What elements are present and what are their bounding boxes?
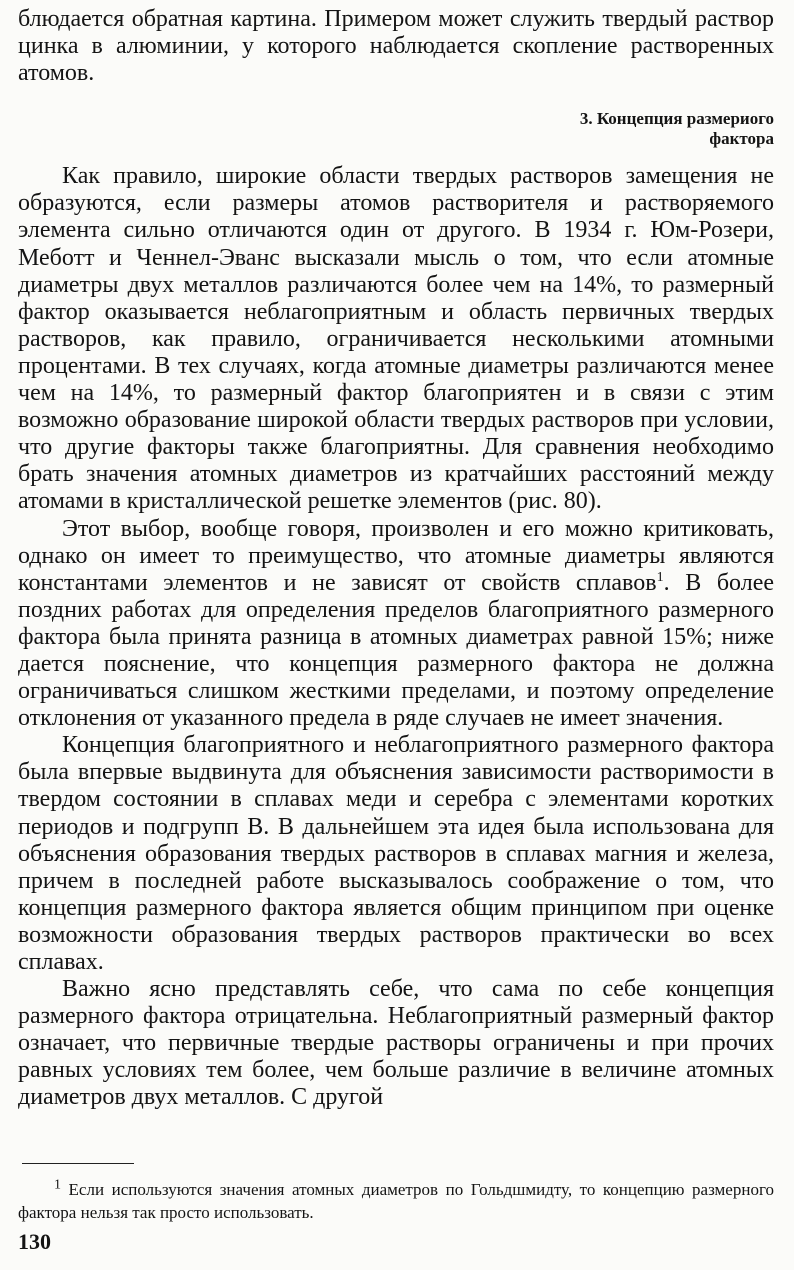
section-heading-line-1: 3. Концепция размериого <box>579 109 774 129</box>
paragraph-1: Как правило, широкие области твердых растворов замещения не образуются, если размеры атомов растворителя и растворяемого элемента сильно отличаются один от другого. В 1934 г. Юм-Розери, Меботт и Ченнел-Эванс высказали мысль о том, что если атомные диаметры двух металлов различаются более чем на 14%, то размерный фактор оказывается неблагоприятным и область первичных твердых растворов, как правило, ограничивается несколькими атомными процентами. В тех случаях, когда атомные диаметры различаются менее чем на 14%, то размерный фактор благоприятен и в связи с этим возможно образование широкой области твердых растворов при условии, что другие факторы также благоприятны. Для сравнения необходимо брать значения атомных диаметров из кратчайших расстояний между атомами в кристаллической решетке элементов (рис. 80). <box>18 163 774 515</box>
paragraph-3: Концепция благоприятного и неблагоприятного размерного фактора была впервые выдвинута для объяснения зависимости растворимости в твердом состоянии в сплавах меди и серебра с элементами коротких периодов и подгрупп B. В дальнейшем эта идея была использована для объяснения образования твердых растворов в сплавах магния и железа, причем в последней работе высказывалось соображение о том, что концепция размерного фактора является общим принципом при оценке возможности образования твердых растворов практически во всех сплавах. <box>18 732 774 975</box>
opening-paragraph: блюдается обратная картина. Примером может служить твердый раствор цинка в алюминии, у которого наблюдается скопление растворенных атомов. <box>18 6 774 87</box>
footnote-mark: 1 <box>54 1177 61 1193</box>
footnote <box>18 1178 774 1224</box>
section-heading-line-2: фактора <box>709 129 774 149</box>
page-number: 130 <box>18 1229 51 1254</box>
footnote-divider <box>22 1163 134 1164</box>
page-body <box>18 6 774 1112</box>
paragraph-2-text-a: Этот выбор, вообще говоря, произволен и его можно критиковать, однако он имеет то преимущество, что атомные диаметры являются константами элементов и не зависят от свойств сплавов <box>18 515 774 596</box>
footnote-reference: 1 <box>656 569 664 585</box>
footnote-text: Если используются значения атомных диаметров по Гольдшмидту, то концепцию размерного фактора нельзя так просто использовать. <box>18 1180 774 1222</box>
paragraph-2-text-b: . В более поздних работах для определения пределов благоприятного размерного фактора была принята разница в атомных диаметрах равной 15%; ниже дается пояснение, что концепция размерного фактора не должна ограничиваться слишком жесткими пределами, и поэтому определение отклонения от указанного предела в ряде случаев не имеет значения. <box>18 569 775 732</box>
paragraph-4: Важно ясно представлять себе, что сама по себе концепция размерного фактора отрицательна. Неблагоприятный размерный фактор означает, что первичные твердые растворы ограничены и при прочих равных условиях тем более, чем больше различие в величине атомных диаметров двух металлов. С другой <box>18 976 774 1111</box>
section-heading <box>18 109 774 149</box>
paragraph-2 <box>18 516 774 733</box>
